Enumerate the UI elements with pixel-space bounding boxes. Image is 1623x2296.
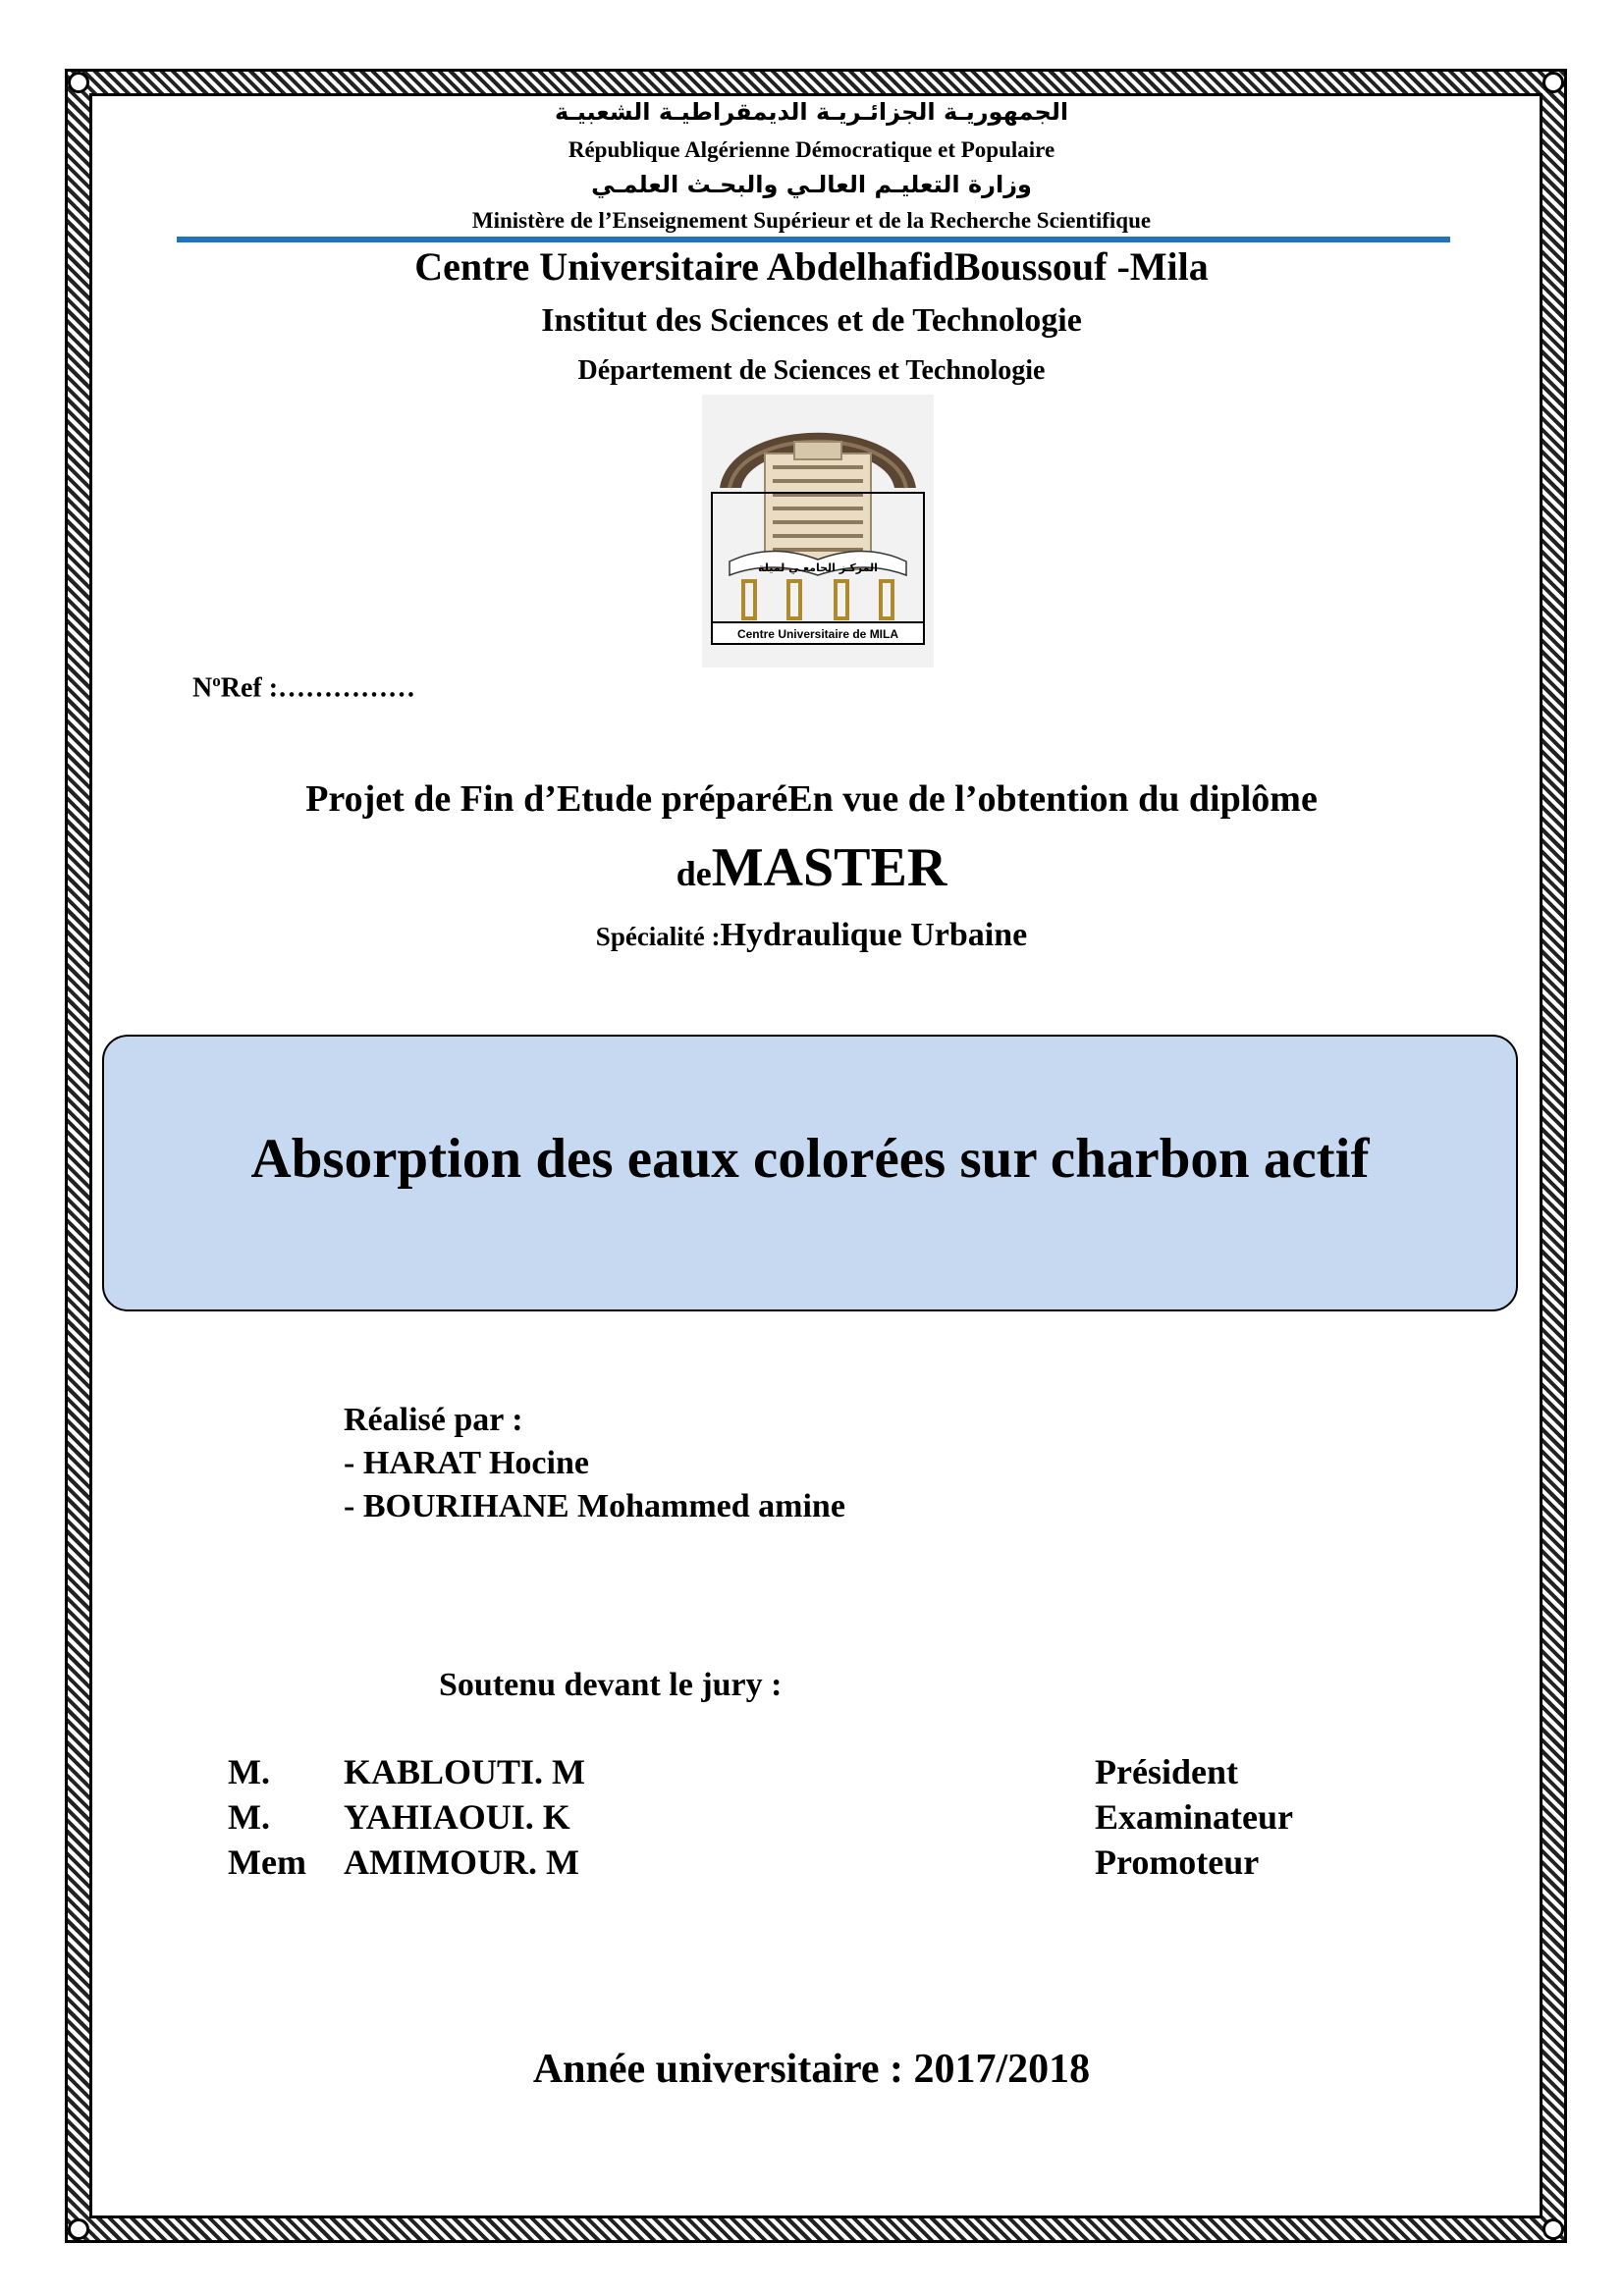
university-building-logo xyxy=(702,395,934,667)
jury-member-role: Président xyxy=(1095,1752,1238,1791)
jury-member-name: YAHIAOUI. K xyxy=(344,1797,570,1837)
department-name: Département de Sciences et Technologie xyxy=(577,355,1046,386)
specialty-value: Hydraulique Urbaine xyxy=(720,917,1028,953)
jury-member-row xyxy=(228,1842,1357,1887)
jury-member-row xyxy=(228,1796,1357,1842)
ministry-arabic: وزارة التعليـم العالـي والبحـث العلمـي xyxy=(591,171,1032,198)
authors-label: Réalisé par : xyxy=(344,1402,523,1438)
university-building-logo-icon xyxy=(702,395,934,667)
ministry-french: Ministère de l’Enseignement Supérieur et de la Recherche Scientifique xyxy=(471,208,1152,233)
specialty-line xyxy=(0,917,1623,954)
jury-member-role: Examinateur xyxy=(1095,1797,1293,1837)
thesis-title-box xyxy=(102,1035,1518,1311)
specialty-label: Spécialité : xyxy=(595,922,721,951)
thesis-title: Absorption des eaux colorées sur charbon actif xyxy=(250,1128,1370,1190)
jury-member-row xyxy=(228,1751,1357,1796)
degree-prefix: de xyxy=(676,854,712,893)
jury-member-role: Promoteur xyxy=(1095,1842,1260,1882)
university-center: Centre Universitaire AbdelhafidBoussouf -Mila xyxy=(414,244,1209,289)
academic-year: Année universitaire : 2017/2018 xyxy=(532,2047,1091,2092)
border-corner-ornament xyxy=(1542,2218,1564,2240)
institute-name: Institut des Sciences et de Technologie xyxy=(541,302,1082,339)
author-name: - HARAT Hocine xyxy=(344,1445,589,1481)
border-corner-ornament xyxy=(68,2218,89,2240)
jury-label: Soutenu devant le jury : xyxy=(439,1667,783,1703)
jury-member-name: AMIMOUR. M xyxy=(344,1842,579,1882)
degree-line xyxy=(0,836,1623,899)
header-divider xyxy=(177,237,1450,242)
degree-name: MASTER xyxy=(711,837,947,898)
border-corner-ornament xyxy=(68,72,89,93)
jury-member-title: M. xyxy=(228,1752,270,1791)
author-name: - BOURIHANE Mohammed amine xyxy=(344,1488,845,1524)
republic-arabic: الجمهوريـة الجزائـريـة الديمقراطيـة الشعبيـة xyxy=(554,98,1069,126)
jury-member-name: KABLOUTI. M xyxy=(344,1752,586,1791)
jury-member-title: Mem xyxy=(228,1842,306,1882)
republic-french: République Algérienne Démocratique et Populaire xyxy=(568,137,1055,162)
reference-number: $N^oRef$ :…………… xyxy=(192,671,416,704)
jury-member-title: M. xyxy=(228,1797,270,1837)
logo-caption: Centre Universitaire de MILA xyxy=(736,627,899,641)
border-corner-ornament xyxy=(1542,72,1564,93)
logo-arabic-banner: المركـز الجامعـي لميلة xyxy=(758,561,878,574)
project-intro: Projet de Fin d’Etude préparéEn vue de l’obtention du diplôme xyxy=(305,778,1318,820)
